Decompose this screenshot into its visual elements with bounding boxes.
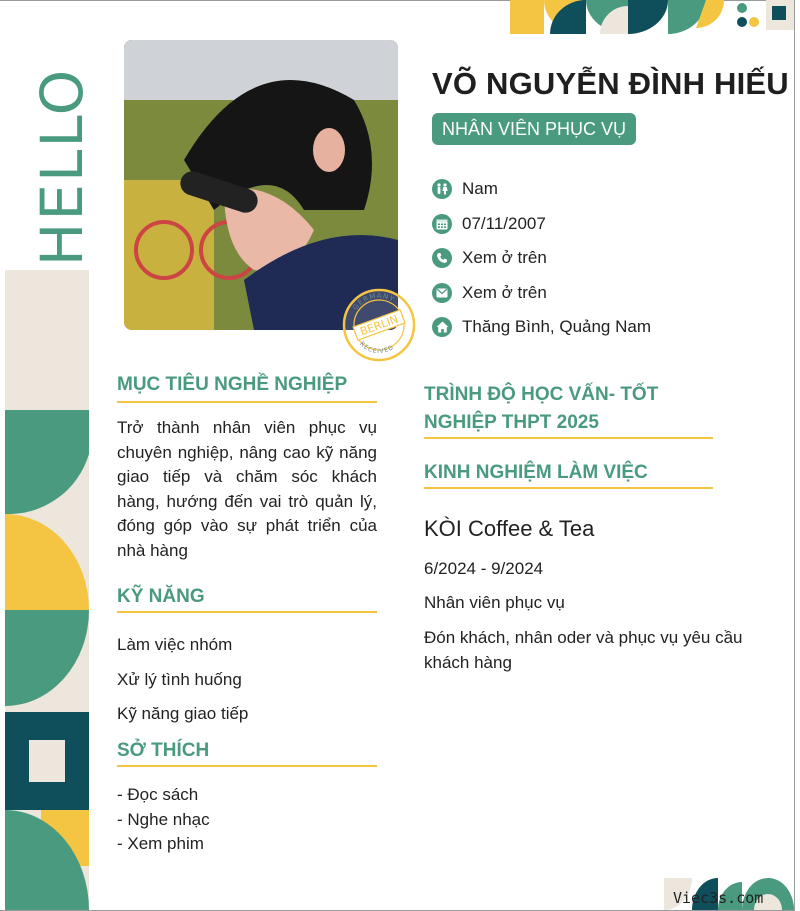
hello-vertical <box>28 42 96 292</box>
hobby-item: - Đọc sách <box>117 785 199 804</box>
stamp-middle-text: BERLIN <box>358 312 401 339</box>
calendar-icon <box>432 214 452 234</box>
berlin-stamp <box>340 286 418 364</box>
objective-title: MỤC TIÊU NGHỀ NGHIỆP <box>117 374 348 395</box>
phone-icon <box>432 248 452 268</box>
experience-divider <box>424 487 713 489</box>
skill-item: Làm việc nhóm <box>117 635 233 654</box>
experience-description: Đón khách, nhân oder và phục vụ yêu cầu khách hàng <box>424 628 743 672</box>
skill-item: Xử lý tình huống <box>117 669 242 689</box>
hello-text: HELLO <box>28 67 96 267</box>
skills-list <box>117 628 377 732</box>
hobbies-divider <box>117 765 377 767</box>
home-icon <box>432 317 452 337</box>
experience-position: Nhân viên phục vụ <box>424 593 565 612</box>
experience-title: KINH NGHIỆM LÀM VIỆC <box>424 462 648 483</box>
hobbies-title: SỞ THÍCH <box>117 740 210 761</box>
objective-text: Trở thành nhân viên phục vụ chuyên nghiệp, nâng cao kỹ năng giao tiếp và chăm sóc khách hàng, hướng đến vai trò quản lý, đóng góp vào sự phát triển của nhà hàng <box>117 418 377 560</box>
experience-company: KÒI Coffee & Tea <box>424 516 595 541</box>
candidate-name: VÕ NGUYỄN ĐÌNH HIẾU <box>432 66 789 101</box>
education-title-line1: TRÌNH ĐỘ HỌC VẤN- TỐT <box>424 384 659 405</box>
education-divider <box>424 437 713 439</box>
stamp-top-text: GERMANY <box>351 291 397 312</box>
email-icon <box>432 283 452 303</box>
role-badge: NHÂN VIÊN PHỤC VỤ <box>432 113 636 145</box>
contact-birthday: 07/11/2007 <box>432 207 772 242</box>
left-decoration <box>5 270 89 910</box>
contact-gender: Nam <box>432 172 772 207</box>
stamp-bottom-text: RECEIVED <box>358 340 396 356</box>
contact-email: Xem ở trên <box>432 276 772 311</box>
hobby-item: - Nghe nhạc <box>117 809 210 829</box>
watermark-text: Viec3s.com <box>673 889 764 907</box>
skills-title: KỸ NĂNG <box>117 586 205 607</box>
gender-icon <box>432 179 452 199</box>
experience-period: 6/2024 - 9/2024 <box>424 559 544 578</box>
objective-divider <box>117 401 377 403</box>
contact-phone: Xem ở trên <box>432 241 772 276</box>
contact-list <box>432 172 772 345</box>
contact-address: Thăng Bình, Quảng Nam <box>432 310 772 345</box>
hobby-item: - Xem phim <box>117 834 204 854</box>
top-decoration <box>510 0 794 34</box>
skills-divider <box>117 611 377 613</box>
skill-item: Kỹ năng giao tiếp <box>117 704 249 723</box>
education-title-line2: NGHIỆP THPT 2025 <box>424 412 599 433</box>
hobbies-list <box>117 783 377 857</box>
